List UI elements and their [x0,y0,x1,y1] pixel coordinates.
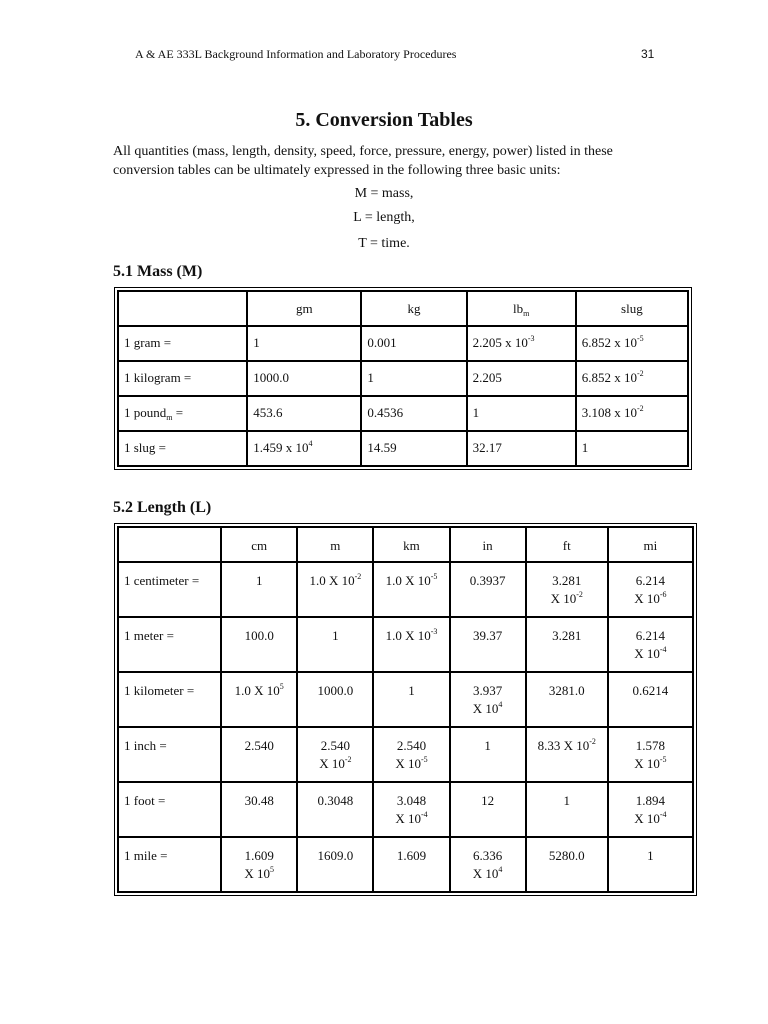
table-row [118,326,688,361]
length-row-label: 1 centimeter = [118,562,221,617]
length-cell: 5280.0 [526,837,608,892]
mass-cell: 1 [361,361,466,396]
unit-length: L = length, [353,210,415,225]
mass-row-label: 1 gram = [118,326,247,361]
length-cell: 1 [373,672,449,727]
length-cell: 1.0 X $10^5$ [221,672,297,727]
length-header-row [118,527,693,562]
length-row-label: 1 inch = [118,727,221,782]
length-column-header: ft [526,527,608,562]
length-column-header: km [373,527,449,562]
length-cell: 1.0 X $10^{-3}$ [373,617,449,672]
length-column-header: in [450,527,526,562]
length-column-header: m [297,527,373,562]
mass-row-label: 1 slug = [118,431,247,466]
section-heading-mass: 5.1 Mass (M) [113,263,203,280]
length-cell: 2.540 [221,727,297,782]
mass-row-label: 1 pound$_m$ = [118,396,247,431]
table-row [118,361,688,396]
length-cell: 100.0 [221,617,297,672]
length-conversion-table [117,526,694,893]
table-row [118,727,693,782]
length-row-label: 1 foot = [118,782,221,837]
page-title: 5. Conversion Tables [295,109,473,131]
length-row-label: 1 mile = [118,837,221,892]
length-cell: 3.048 X $10^{-4}$ [373,782,449,837]
table-row [118,672,693,727]
length-cell: 1.894 X $10^{-4}$ [608,782,693,837]
length-cell: 2.540 X $10^{-2}$ [297,727,373,782]
length-cell: 6.214 X $10^{-4}$ [608,617,693,672]
length-cell: 1000.0 [297,672,373,727]
length-cell: 1.609 X $10^5$ [221,837,297,892]
mass-column-header [118,291,247,326]
table-row [118,562,693,617]
length-cell: 3281.0 [526,672,608,727]
mass-cell: 6.852 x $10^{-5}$ [576,326,688,361]
length-cell: 6.336 X $10^4$ [450,837,526,892]
mass-column-header: $lb_m$ [467,291,576,326]
length-cell: 1 [297,617,373,672]
table-row [118,782,693,837]
mass-cell: 0.4536 [361,396,466,431]
mass-cell: 1 [247,326,361,361]
length-cell: 1 [221,562,297,617]
mass-cell: 6.852 x $10^{-2}$ [576,361,688,396]
section-heading-length: 5.2 Length (L) [113,499,212,516]
length-cell: 1.0 X $10^{-5}$ [373,562,449,617]
length-cell: 3.281 [526,617,608,672]
mass-cell: 32.17 [467,431,576,466]
mass-cell: 1000.0 [247,361,361,396]
length-cell: 1 [608,837,693,892]
length-cell: 39.37 [450,617,526,672]
mass-cell: 14.59 [361,431,466,466]
page-number: 31 [641,47,655,61]
length-column-header: cm [221,527,297,562]
mass-cell: 1 [576,431,688,466]
length-cell: 1.609 [373,837,449,892]
length-cell: 0.3937 [450,562,526,617]
length-cell: 6.214 X $10^{-6}$ [608,562,693,617]
table-row [118,617,693,672]
length-cell: 1 [526,782,608,837]
length-row-label: 1 meter = [118,617,221,672]
length-cell: 0.3048 [297,782,373,837]
table-row [118,396,688,431]
mass-header-row [118,291,688,326]
length-cell: 8.33 X $10^{-2}$ [526,727,608,782]
mass-cell: 0.001 [361,326,466,361]
mass-cell: 2.205 [467,361,576,396]
intro-paragraph: All quantities (mass, length, density, speed, force, pressure, energy, power) listed in these conversion tables can be ultimately expressed in the following three basic units: [113,144,613,178]
length-cell: 1.578 X $10^{-5}$ [608,727,693,782]
length-column-header: mi [608,527,693,562]
mass-row-label: 1 kilogram = [118,361,247,396]
length-cell: 3.937 X $10^4$ [450,672,526,727]
running-header: A & AE 333L Background Information and Laboratory Procedures [135,47,457,61]
mass-cell: 453.6 [247,396,361,431]
length-cell: 0.6214 [608,672,693,727]
mass-cell: 1.459 x $10^4$ [247,431,361,466]
table-row [118,431,688,466]
length-row-label: 1 kilometer = [118,672,221,727]
unit-time: T = time. [358,236,410,251]
length-cell: 30.48 [221,782,297,837]
mass-conversion-table [117,290,689,467]
mass-cell: 3.108 x $10^{-2}$ [576,396,688,431]
length-cell: 1609.0 [297,837,373,892]
mass-column-header: slug [576,291,688,326]
mass-column-header: kg [361,291,466,326]
table-row [118,837,693,892]
length-cell: 3.281 X $10^{-2}$ [526,562,608,617]
length-cell: 1.0 X $10^{-2}$ [297,562,373,617]
length-cell: 1 [450,727,526,782]
unit-mass: M = mass, [354,186,414,201]
mass-cell: 2.205 x $10^{-3}$ [467,326,576,361]
length-cell: 12 [450,782,526,837]
mass-cell: 1 [467,396,576,431]
length-cell: 2.540 X $10^{-5}$ [373,727,449,782]
mass-column-header: gm [247,291,361,326]
length-column-header [118,527,221,562]
